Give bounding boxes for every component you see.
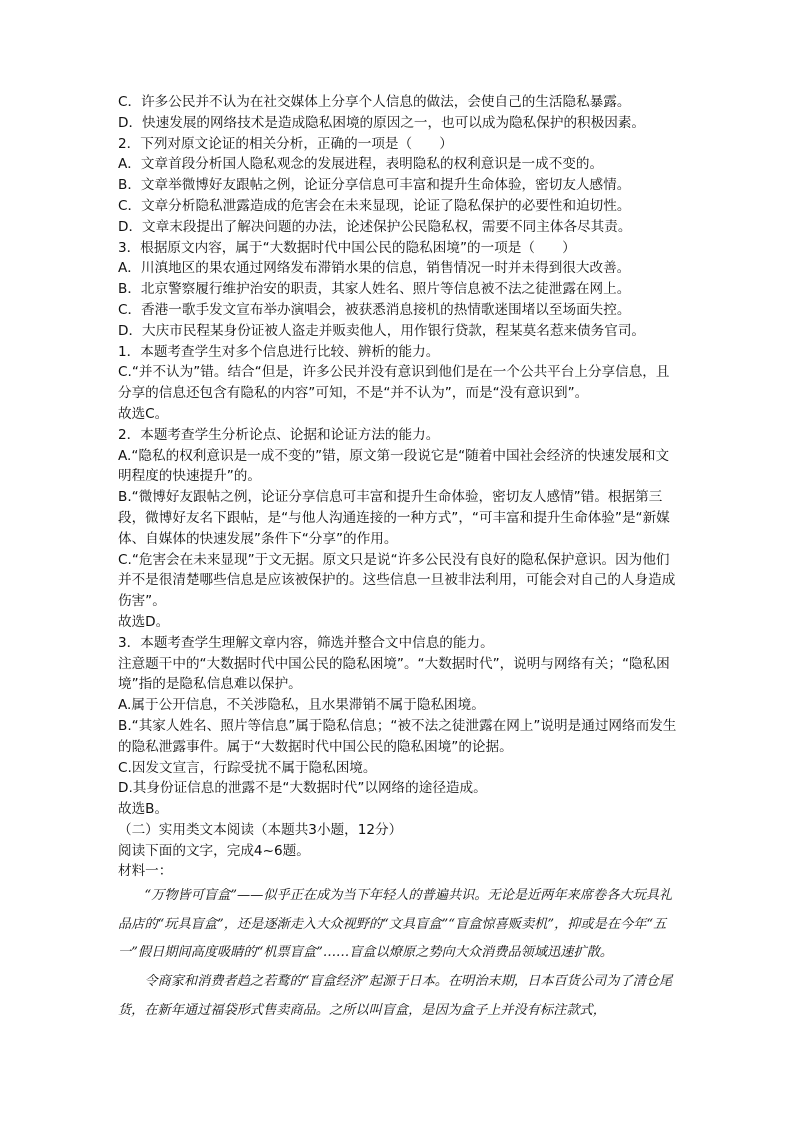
answer-1-heading: 1．本题考查学生对多个信息进行比较、辨析的能力。 <box>118 343 440 360</box>
answer-3-note: 注意题干中的“大数据时代中国公民的隐私困境”。“大数据时代”，说明与网络有关；“隐私困境”指的是隐私信息难以保护。 <box>118 655 670 693</box>
q2-option-a: A．文章首段分析国人隐私观念的发展进程，表明隐私的权利意识是一成不变的。 <box>118 156 604 173</box>
reading-instruction: 阅读下面的文字，完成4~6题。 <box>118 842 310 859</box>
answer-3-d: D.其身份证信息的泄露不是“大数据时代”以网络的途径造成。 <box>118 780 487 797</box>
section-heading: （二）实用类文本阅读（本题共3小题，12分） <box>118 821 403 838</box>
answer-3-a: A.属于公开信息，不关涉隐私，且水果滞销不属于隐私困境。 <box>118 697 485 714</box>
q2-option-b: B．文章举微博好友跟帖之例，论证分享信息可丰富和提升生命体验，密切友人感情。 <box>118 177 631 194</box>
answer-1-choice: 故选C。 <box>118 405 169 422</box>
answer-3-b: B.“其家人姓名、照片等信息”属于隐私信息；“被不法之徒泄露在网上”说明是通过网络而发生的隐私泄露事件。属于“大数据时代中国公民的隐私困境”的论据。 <box>118 717 677 755</box>
q3-option-c: C．香港一歌手发文宣布举办演唱会，被获悉消息接机的热情歌迷围堵以至场面失控。 <box>118 301 631 318</box>
q2-option-d: D．文章末段提出了解决问题的办法，论述保护公民隐私权，需要不同主体各尽其责。 <box>118 218 632 235</box>
question-3: 3．根据原文内容，属于“大数据时代中国公民的隐私困境”的一项是（ ） <box>118 239 576 256</box>
option-d-line: D．快速发展的网络技术是造成隐私困境的原因之一，也可以成为隐私保护的积极因素。 <box>118 114 646 131</box>
answer-2-b: B.“微博好友跟帖之例，论证分享信息可丰富和提升生命体验，密切友人感情”错。根据第三段，微博好友名下跟帖，是“与他人沟通连接的一种方式”，“可丰富和提升生命体验”是“新媒体、自媒体的快速发展”条件下“分享”的作用。 <box>118 489 670 547</box>
answer-3-choice: 故选B。 <box>118 801 169 818</box>
answer-1-explanation: C.“并不认为”错。结合“但是，许多公民并没有意识到他们是在一个公共平台上分享信息，且分享的信息还包含有隐私的内容”可知，不是“并不认为”，而是“没有意识到”。 <box>118 364 670 402</box>
document-page <box>118 92 678 1025</box>
q2-option-c: C．文章分析隐私泄露造成的危害会在未来显现，论证了隐私保护的必要性和迫切性。 <box>118 197 631 214</box>
q3-option-b: B．北京警察履行维护治安的职责，其家人姓名、照片等信息被不法之徒泄露在网上。 <box>118 281 631 298</box>
option-c-line: C．许多公民并不认为在社交媒体上分享个人信息的做法，会使自己的生活隐私暴露。 <box>118 94 631 110</box>
material-paragraph-2: 令商家和消费者趋之若鹜的“盲盒经济”起源于日本。在明治末期，日本百货公司为了清仓尾货，在新年通过福袋形式售卖商品。之所以叫盲盒，是因为盒子上并没有标注款式， <box>118 974 673 1018</box>
answer-3-heading: 3．本题考查学生理解文章内容，筛选并整合文中信息的能力。 <box>118 634 494 651</box>
material-paragraph-1: “万物皆可盲盒”——似乎正在成为当下年轻人的普遍共识。无论是近两年来席卷各大玩具礼品店的“玩具盲盒”，还是逐渐走入大众视野的“文具盲盒”“盲盒惊喜贩卖机”，抑或是在今年“五一”假日期间高度吸睛的“机票盲盒”……盲盒以燎原之势向大众消费品领域迅速扩散。 <box>118 888 673 961</box>
q3-option-d: D．大庆市民程某身份证被人盗走并贩卖他人，用作银行贷款，程某莫名惹来债务官司。 <box>118 322 646 339</box>
answer-3-c: C.因发文宣言，行踪受扰不属于隐私困境。 <box>118 759 377 776</box>
material-label: 材料一： <box>118 863 173 880</box>
answer-2-heading: 2．本题考查学生分析论点、论据和论证方法的能力。 <box>118 426 440 443</box>
answer-2-choice: 故选D。 <box>118 613 170 630</box>
answer-2-a: A.“隐私的权利意识是一成不变的”错，原文第一段说它是“随着中国社会经济的快速发展和文明程度的快速提升”的。 <box>118 447 670 485</box>
question-2: 2．下列对原文论证的相关分析，正确的一项是（ ） <box>118 135 453 152</box>
q3-option-a: A．川滇地区的果农通过网络发布滞销水果的信息，销售情况一时并未得到很大改善。 <box>118 260 631 277</box>
answer-2-c: C.“危害会在未来显现”于文无据。原文只是说“许多公民没有良好的隐私保护意识。因为他们并不是很清楚哪些信息是应该被保护的。这些信息一旦被非法利用，可能会对自己的人身造成伤害”。 <box>118 551 676 610</box>
